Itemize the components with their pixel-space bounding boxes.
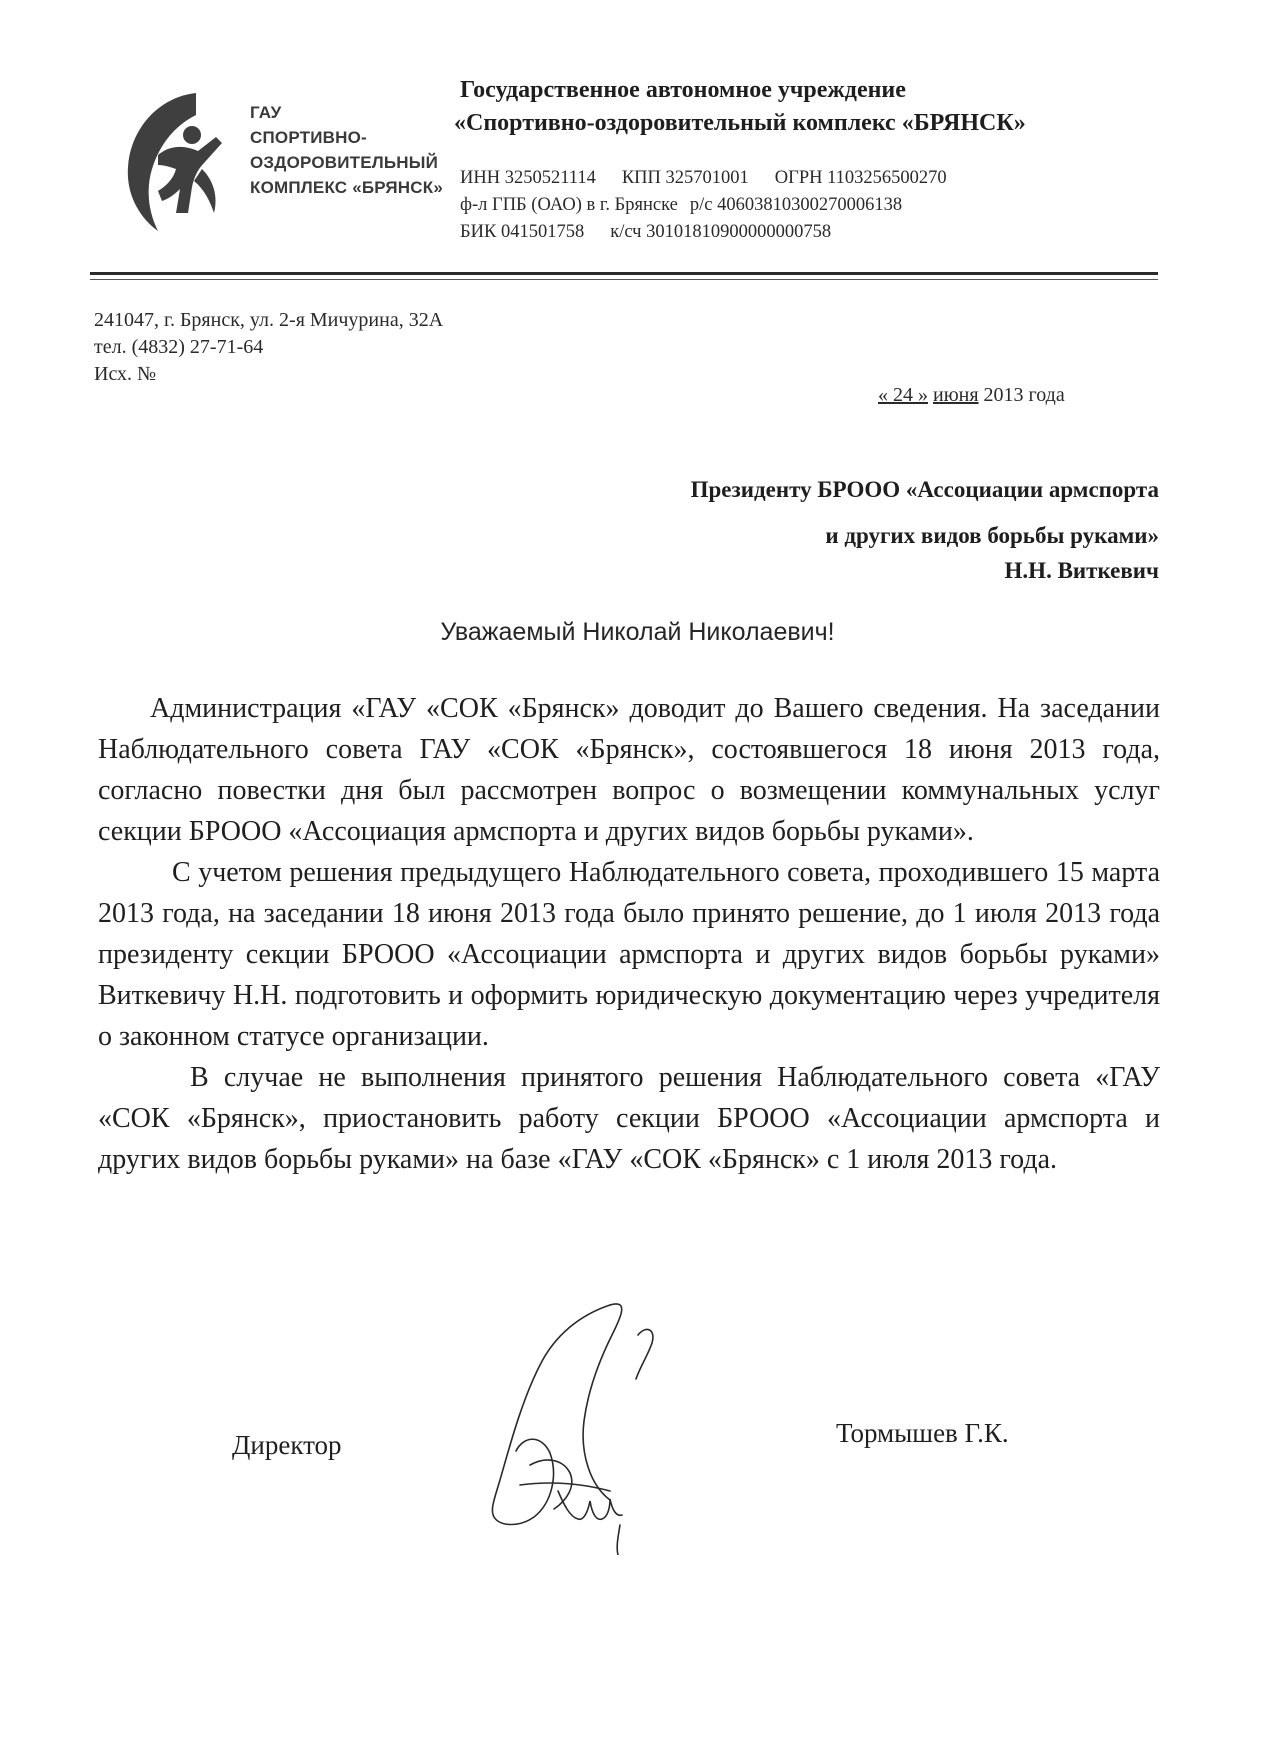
date-day: 24: [893, 384, 913, 406]
phone-number: тел. (4832) 27-71-64: [94, 336, 264, 358]
organization-name-line1: Государственное автономное учреждение: [460, 77, 906, 103]
outgoing-number: Исх. №: [94, 363, 157, 385]
recipient-line2: и других видов борьбы руками»: [825, 523, 1159, 548]
body-paragraph: С учетом решения предыдущего Наблюдательного совета, проходившего 15 марта 2013 года, на заседании 18 июня 2013 года было принято решение, до 1 июля 2013 года президенту секции БРООО «Ассоциации армспорта и других видов борьбы руками» Виткевичу Н.Н. подготовить и оформить юридическую документацию через учредителя о законном статусе организации.: [98, 857, 1160, 1052]
street-address: 241047, г. Брянск, ул. 2-я Мичурина, 32А: [94, 309, 444, 331]
organization-requisites: [460, 165, 947, 246]
logo-line: КОМПЛЕКС «БРЯНСК»: [250, 178, 443, 197]
recipient-block: [691, 470, 1159, 586]
recipient-name: Н.Н. Виткевич: [1004, 558, 1159, 583]
signatory-name: Тормышев Г.К.: [836, 1418, 1009, 1448]
organization-logo-icon: [118, 85, 238, 235]
kpp: КПП 325701001: [621, 168, 749, 188]
date-year: 2013 года: [983, 384, 1065, 406]
letter-date: [878, 384, 1065, 407]
body-paragraph: В случае не выполнения принятого решения Наблюдательного совета «ГАУ «СОК «Брянск», приостановить работу секции БРООО «Ассоциации армспорта и других видов борьбы руками» на базе «ГАУ «СОК «Брянск» с 1 июля 2013 года.: [98, 1062, 1160, 1175]
header-divider-thin: [90, 279, 1158, 280]
logo-line: ГАУ: [250, 103, 282, 122]
signatory-title: Директор: [232, 1430, 342, 1460]
date-day-group: « 24 »: [878, 384, 928, 406]
correspondent-account: к/сч 30101810900000000758: [610, 222, 832, 242]
settlement-account: р/с 40603810300270006138: [689, 195, 903, 215]
recipient-line1: Президенту БРООО «Ассоциации армспорта: [690, 477, 1159, 502]
header-divider: [90, 272, 1158, 275]
logo-wordmark: [250, 100, 443, 200]
organization-name: [454, 74, 1026, 140]
salutation: Уважаемый Николай Николаевич!: [440, 618, 835, 646]
logo-line: ОЗДОРОВИТЕЛЬНЫЙ: [250, 153, 439, 172]
date-month: июня: [933, 384, 979, 406]
logo-line: СПОРТИВНО-: [250, 128, 367, 147]
sender-address: [94, 307, 443, 388]
organization-name-line2: «Спортивно-оздоровительный комплекс «БРЯНСК»: [454, 110, 1026, 136]
ogrn: ОГРН 1103256500270: [774, 168, 947, 188]
bank-branch: ф-л ГПБ (ОАО) в г. Брянске: [460, 195, 678, 215]
inn: ИНН 3250521114: [460, 168, 596, 188]
body-paragraph: Администрация «ГАУ «СОК «Брянск» доводит до Вашего сведения. На заседании Наблюдательного совета ГАУ «СОК «Брянск», состоявшегося 18 июня 2013 года, согласно повестки дня был рассмотрен вопрос о возмещении коммунальных услуг секции БРООО «Ассоциация армспорта и других видов борьбы руками».: [98, 693, 1160, 847]
bik: БИК 041501758: [460, 222, 585, 242]
handwritten-signature-icon: [460, 1295, 670, 1555]
letter-body: [98, 688, 1160, 1180]
